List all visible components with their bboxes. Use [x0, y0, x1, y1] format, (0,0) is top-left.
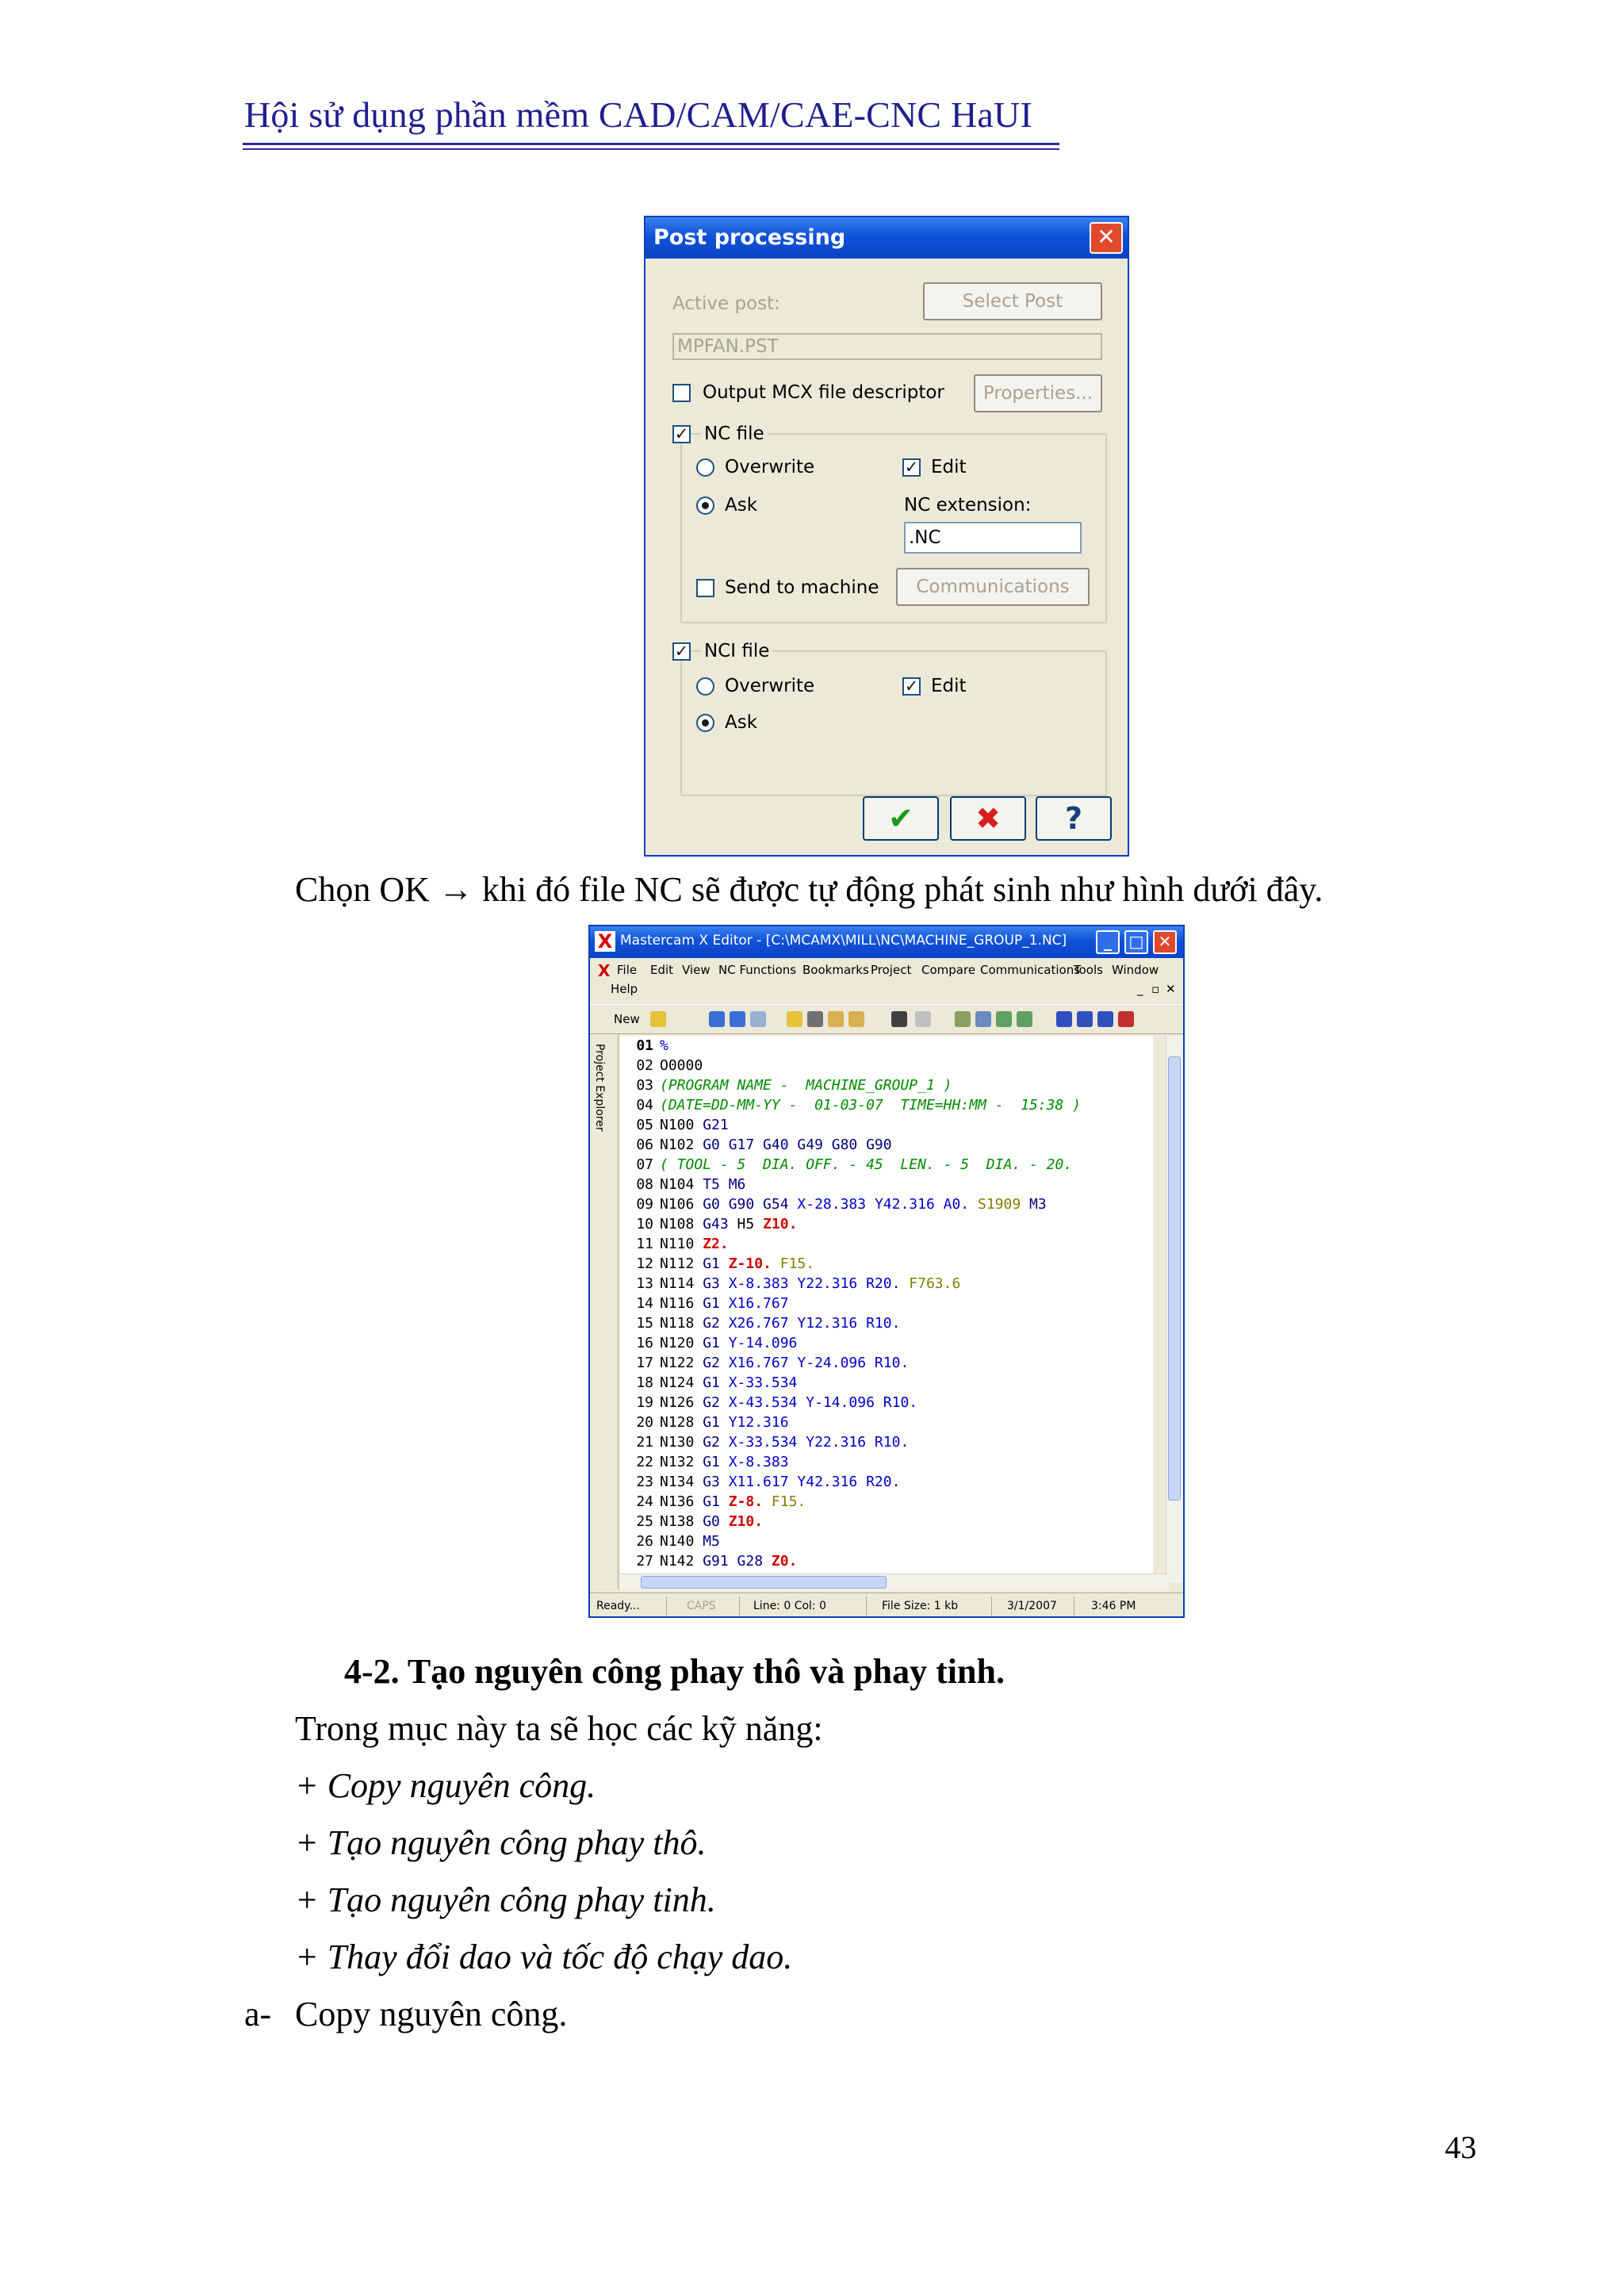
code-line[interactable] — [620, 1194, 1047, 1214]
nc-edit-checkbox[interactable]: ✓ — [902, 458, 921, 477]
status-separator — [666, 1596, 667, 1616]
tool-icon[interactable] — [955, 1011, 971, 1027]
bookmark-clear-icon[interactable] — [1118, 1011, 1134, 1027]
output-mcx-label: Output MCX file descriptor — [703, 382, 944, 403]
nci-file-label: NCI file — [701, 641, 772, 661]
line-number: 25 — [636, 1513, 653, 1530]
project-explorer-label: Project Explorer — [593, 1044, 606, 1132]
code-token: N130 — [660, 1434, 703, 1451]
status-time: 3:46 PM — [1091, 1600, 1136, 1612]
code-token: N118 — [660, 1315, 703, 1332]
code-token: M3 — [1029, 1196, 1047, 1213]
code-token: H5 — [737, 1216, 764, 1232]
code-token: X26.767 Y12.316 R10. — [728, 1315, 901, 1332]
code-token: X11.617 Y42.316 R20. — [728, 1474, 901, 1490]
code-token: Z-10. — [728, 1255, 780, 1272]
header-rule-2 — [243, 148, 1059, 150]
menu-bookmarks[interactable]: Bookmarks — [802, 963, 869, 977]
status-date: 3/1/2007 — [1007, 1600, 1057, 1612]
nc-extension-label: NC extension: — [904, 495, 1032, 516]
code-token: N110 — [660, 1236, 703, 1252]
code-token: G1 — [703, 1374, 729, 1391]
paragraph-choose-ok: Chọn OK → khi đó file NC sẽ được tự động phát sinh như hình dưới đây. — [295, 870, 1323, 909]
code-token: M6 — [719, 1176, 746, 1193]
code-token: G91 G28 — [703, 1553, 772, 1570]
code-token: G1 — [703, 1335, 729, 1351]
code-token: Y12.316 — [728, 1414, 789, 1431]
code-token: X-8.383 Y22.316 R20. — [728, 1275, 910, 1292]
terminal-icon[interactable] — [891, 1011, 907, 1027]
code-line[interactable] — [620, 1056, 703, 1075]
line-number: 23 — [636, 1474, 653, 1490]
code-token: G1 — [703, 1454, 729, 1470]
mdi-close-icon[interactable]: ✕ — [1166, 982, 1176, 996]
code-token: N132 — [660, 1454, 703, 1470]
code-token: N106 — [660, 1196, 703, 1213]
line-number: 03 — [636, 1077, 653, 1094]
minimize-icon[interactable]: _ — [1096, 930, 1120, 954]
code-token: N138 — [660, 1513, 703, 1530]
post-processing-dialog — [644, 216, 1129, 857]
code-token: Z-8. — [728, 1493, 772, 1510]
code-token: N134 — [660, 1474, 703, 1490]
mdi-minimize-icon[interactable]: _ — [1137, 982, 1143, 996]
machine-icon[interactable] — [975, 1011, 991, 1027]
nci-edit-label: Edit — [931, 676, 967, 696]
line-number: 24 — [636, 1493, 653, 1510]
save-icon[interactable] — [709, 1011, 725, 1027]
code-token: X16.767 — [728, 1295, 789, 1312]
horizontal-scroll-thumb[interactable] — [641, 1576, 887, 1589]
cut-icon[interactable] — [807, 1011, 823, 1027]
mastercam-editor-window — [588, 925, 1185, 1618]
code-line[interactable] — [620, 1135, 892, 1155]
code-token: N126 — [660, 1394, 703, 1411]
line-number: 04 — [636, 1097, 653, 1114]
project-explorer-tab[interactable] — [590, 1034, 619, 1589]
code-line[interactable] — [620, 1333, 797, 1353]
line-number: 13 — [636, 1275, 653, 1292]
nc-extension-input[interactable]: .NC — [904, 522, 1082, 554]
paragraph-intro: Trong mục này ta sẽ học các kỹ năng: — [295, 1709, 823, 1748]
code-line[interactable] — [620, 1472, 900, 1492]
active-post-label: Active post: — [672, 293, 780, 314]
code-token: G1 — [703, 1255, 729, 1272]
mdi-restore-icon[interactable]: ▫ — [1151, 982, 1160, 996]
code-token: F763.6 — [909, 1275, 961, 1292]
editor-titlebar — [590, 926, 1183, 958]
menu-project[interactable]: Project — [871, 963, 912, 977]
code-token: S1909 — [977, 1196, 1030, 1213]
nci-edit-checkbox[interactable]: ✓ — [902, 677, 921, 696]
line-number: 01 — [636, 1037, 653, 1054]
code-line[interactable] — [620, 1492, 806, 1512]
code-token: X-33.534 — [728, 1374, 798, 1391]
code-token: T5 — [703, 1176, 720, 1193]
bullet-item: + Tạo nguyên công phay tinh. — [295, 1880, 716, 1919]
code-token: Z10. — [763, 1216, 798, 1232]
status-ready: Ready... — [596, 1600, 640, 1612]
code-token: G0 G90 G54 — [703, 1196, 798, 1213]
header-text: Hội sử dụng phần mềm CAD/CAM/CAE-CNC HaUI — [244, 94, 1032, 135]
code-line[interactable] — [620, 1115, 729, 1135]
code-token: N142 — [660, 1553, 703, 1570]
code-token: M5 — [703, 1533, 720, 1550]
code-token: N102 — [660, 1137, 703, 1153]
dialog-title: Post processing — [653, 225, 846, 250]
code-line[interactable] — [620, 1353, 909, 1373]
menu-help[interactable]: Help — [611, 982, 638, 996]
code-line[interactable] — [620, 1254, 814, 1274]
nci-ask-radio[interactable] — [696, 714, 714, 732]
code-token: N136 — [660, 1493, 703, 1510]
code-token: Z10. — [728, 1513, 764, 1530]
code-token: G1 — [703, 1414, 729, 1431]
code-token: G1 — [703, 1493, 729, 1510]
code-token: N112 — [660, 1255, 703, 1272]
line-number: 16 — [636, 1335, 653, 1351]
status-separator — [991, 1596, 992, 1616]
select-post-button[interactable]: Select Post — [923, 282, 1102, 320]
communications-button[interactable]: Communications — [896, 568, 1090, 606]
editor-menubar — [590, 958, 1183, 1002]
properties-button[interactable]: Properties... — [974, 374, 1102, 412]
nc-edit-label: Edit — [931, 457, 967, 477]
line-number: 22 — [636, 1454, 653, 1470]
code-token: G21 — [703, 1117, 729, 1133]
nc-overwrite-radio[interactable] — [696, 458, 714, 477]
code-token: F15. — [771, 1493, 806, 1510]
copy-icon[interactable] — [828, 1011, 844, 1027]
code-line[interactable] — [620, 1294, 789, 1313]
menu-communications[interactable]: Communications — [980, 963, 1081, 977]
info-icon[interactable] — [915, 1011, 931, 1027]
menu-file[interactable]: File — [617, 963, 638, 977]
help-button[interactable] — [1036, 796, 1112, 841]
page-number: 43 — [1445, 2129, 1477, 2165]
line-number: 07 — [636, 1156, 653, 1173]
code-token: G0 G17 G40 G49 G80 G90 — [703, 1137, 892, 1153]
code-token: Z2. — [703, 1236, 729, 1252]
code-line[interactable] — [620, 1412, 789, 1432]
close-icon[interactable]: ✕ — [1153, 930, 1177, 954]
line-number: 21 — [636, 1434, 653, 1451]
line-number: 05 — [636, 1117, 653, 1133]
code-token: N108 — [660, 1216, 703, 1232]
menu-tools[interactable]: Tools — [1074, 963, 1103, 977]
menu-compare[interactable]: Compare — [921, 963, 976, 977]
close-icon[interactable]: ✕ — [1090, 222, 1123, 254]
code-token: X-33.534 Y22.316 R10. — [728, 1434, 910, 1451]
editor-title: Mastercam X Editor - [C:\MCAMX\MILL\NC\MACHINE_GROUP_1.NC] — [620, 933, 1067, 949]
cancel-button[interactable] — [950, 796, 1026, 841]
page-header — [244, 94, 1061, 136]
code-line[interactable] — [620, 1313, 900, 1333]
nc-overwrite-label: Overwrite — [725, 457, 815, 477]
code-line[interactable] — [620, 1432, 909, 1452]
code-token: G1 — [703, 1295, 729, 1312]
nc-file-checkbox[interactable]: ✓ — [672, 425, 691, 443]
code-token: (DATE=DD-MM-YY - 01-03-07 TIME=HH:MM - 15:38 ) — [660, 1097, 1082, 1114]
code-line[interactable] — [620, 1214, 797, 1234]
code-token: Y-14.096 — [728, 1335, 798, 1351]
bullet-item: + Thay đổi dao và tốc độ chạy dao. — [295, 1938, 793, 1976]
code-line[interactable] — [620, 1551, 797, 1571]
status-separator — [739, 1596, 740, 1616]
code-token: ( TOOL - 5 DIA. OFF. - 45 LEN. - 5 DIA. - 20. — [660, 1156, 1073, 1173]
bullet-item: + Tạo nguyên công phay thô. — [295, 1823, 707, 1862]
nci-ask-label: Ask — [725, 712, 758, 733]
line-number: 20 — [636, 1414, 653, 1431]
line-number: 08 — [636, 1176, 653, 1193]
line-number: 19 — [636, 1394, 653, 1411]
status-separator — [866, 1596, 867, 1616]
code-token: G2 — [703, 1355, 729, 1371]
nc-code-area[interactable] — [620, 1036, 1153, 1583]
code-token: N128 — [660, 1414, 703, 1431]
compare-icon[interactable] — [996, 1011, 1012, 1027]
code-line[interactable] — [620, 1373, 797, 1393]
line-number: 15 — [636, 1315, 653, 1332]
code-token: N140 — [660, 1533, 703, 1550]
code-token: N124 — [660, 1374, 703, 1391]
line-number: 27 — [636, 1553, 653, 1570]
code-line[interactable] — [620, 1274, 960, 1294]
code-token: X-8.383 — [728, 1454, 789, 1470]
code-token: F15. — [779, 1255, 815, 1272]
mastercam-x-logo-icon: X — [595, 931, 615, 952]
line-number: 12 — [636, 1255, 653, 1272]
code-token: X-43.534 Y-14.096 R10. — [728, 1394, 918, 1411]
bookmark-icon[interactable] — [1056, 1011, 1072, 1027]
nci-file-checkbox[interactable]: ✓ — [672, 642, 691, 661]
line-number: 02 — [636, 1057, 653, 1074]
print-icon[interactable] — [750, 1011, 766, 1027]
nci-overwrite-radio[interactable] — [696, 677, 714, 696]
output-mcx-checkbox[interactable] — [672, 384, 691, 402]
status-caps: CAPS — [687, 1600, 716, 1612]
menu-window[interactable]: Window — [1112, 963, 1159, 977]
code-token: X16.767 Y-24.096 R10. — [728, 1355, 910, 1371]
status-file-size: File Size: 1 kb — [882, 1600, 959, 1612]
checkmark-icon: ✔ — [888, 801, 914, 836]
code-line[interactable] — [620, 1234, 729, 1254]
code-line[interactable] — [620, 1452, 789, 1472]
cancel-x-icon: ✖ — [975, 801, 1001, 836]
send-to-machine-label: Send to machine — [725, 577, 879, 598]
code-line[interactable] — [620, 1075, 952, 1095]
code-line[interactable] — [620, 1155, 1072, 1175]
line-number: 18 — [636, 1374, 653, 1391]
bullet-item: + Copy nguyên công. — [295, 1766, 596, 1805]
horizontal-scrollbar[interactable] — [620, 1573, 1169, 1591]
paste-icon[interactable] — [848, 1011, 864, 1027]
line-number: 17 — [636, 1355, 653, 1371]
line-number: 26 — [636, 1533, 653, 1550]
menu-x-icon: X — [598, 961, 611, 980]
line-number: 14 — [636, 1295, 653, 1312]
bookmark-next-icon[interactable] — [1077, 1011, 1093, 1027]
compare-next-icon[interactable] — [1017, 1011, 1032, 1027]
line-number: 06 — [636, 1137, 653, 1153]
code-token: N104 — [660, 1176, 703, 1193]
help-icon: ? — [1064, 801, 1083, 836]
line-number: 10 — [636, 1216, 653, 1232]
nc-ask-radio[interactable] — [696, 496, 714, 515]
code-token: N100 — [660, 1117, 703, 1133]
code-token: N120 — [660, 1335, 703, 1351]
code-token: G2 — [703, 1315, 729, 1332]
code-token: N122 — [660, 1355, 703, 1371]
code-token: G2 — [703, 1434, 729, 1451]
section-heading: 4-2. Tạo nguyên công phay thô và phay tinh. — [344, 1652, 1005, 1691]
code-token: G2 — [703, 1394, 729, 1411]
highlight-icon[interactable] — [787, 1011, 802, 1027]
vertical-scroll-thumb[interactable] — [1168, 1056, 1181, 1501]
status-bar — [590, 1593, 1183, 1618]
code-token: % — [660, 1037, 668, 1054]
code-token: (PROGRAM NAME - MACHINE_GROUP_1 ) — [660, 1077, 952, 1094]
nc-ask-label: Ask — [725, 495, 758, 516]
status-line-col: Line: 0 Col: 0 — [753, 1600, 827, 1612]
code-token: N114 — [660, 1275, 703, 1292]
menu-nc-functions[interactable]: NC Functions — [718, 963, 797, 977]
bookmark-prev-icon[interactable] — [1097, 1011, 1113, 1027]
code-token: N116 — [660, 1295, 703, 1312]
editor-toolbar — [590, 1004, 1183, 1034]
menu-edit[interactable]: Edit — [650, 963, 674, 977]
nci-overwrite-label: Overwrite — [725, 676, 815, 696]
send-to-machine-checkbox[interactable] — [696, 579, 714, 597]
code-token: O0000 — [660, 1057, 703, 1074]
code-line[interactable] — [620, 1175, 745, 1194]
maximize-icon[interactable]: □ — [1124, 930, 1148, 954]
code-line[interactable] — [620, 1095, 1081, 1115]
active-post-field[interactable]: MPFAN.PST — [672, 333, 1102, 360]
code-token: G3 — [703, 1275, 729, 1292]
menu-view[interactable]: View — [682, 963, 710, 977]
code-token: G3 — [703, 1474, 729, 1490]
subitem-marker: a- — [244, 1995, 272, 2033]
code-token: Z0. — [771, 1553, 798, 1570]
code-token: G0 — [703, 1513, 729, 1530]
ok-button[interactable] — [863, 796, 939, 841]
code-line[interactable] — [620, 1512, 763, 1531]
code-token: X-28.383 Y42.316 A0. — [797, 1196, 978, 1213]
save-all-icon[interactable] — [730, 1011, 745, 1027]
vertical-scrollbar[interactable] — [1166, 1036, 1183, 1583]
header-rule — [243, 143, 1059, 145]
new-button[interactable]: New — [614, 1012, 640, 1026]
subitem-text: Copy nguyên công. — [295, 1995, 568, 2033]
line-number: 09 — [636, 1196, 653, 1213]
code-token: G43 — [703, 1216, 737, 1232]
dialog-titlebar — [645, 217, 1128, 259]
line-number: 11 — [636, 1236, 653, 1252]
code-line[interactable] — [620, 1393, 917, 1412]
open-icon[interactable] — [650, 1011, 666, 1027]
nc-file-label: NC file — [701, 424, 768, 444]
code-line[interactable] — [620, 1531, 720, 1551]
code-line[interactable] — [620, 1036, 668, 1056]
